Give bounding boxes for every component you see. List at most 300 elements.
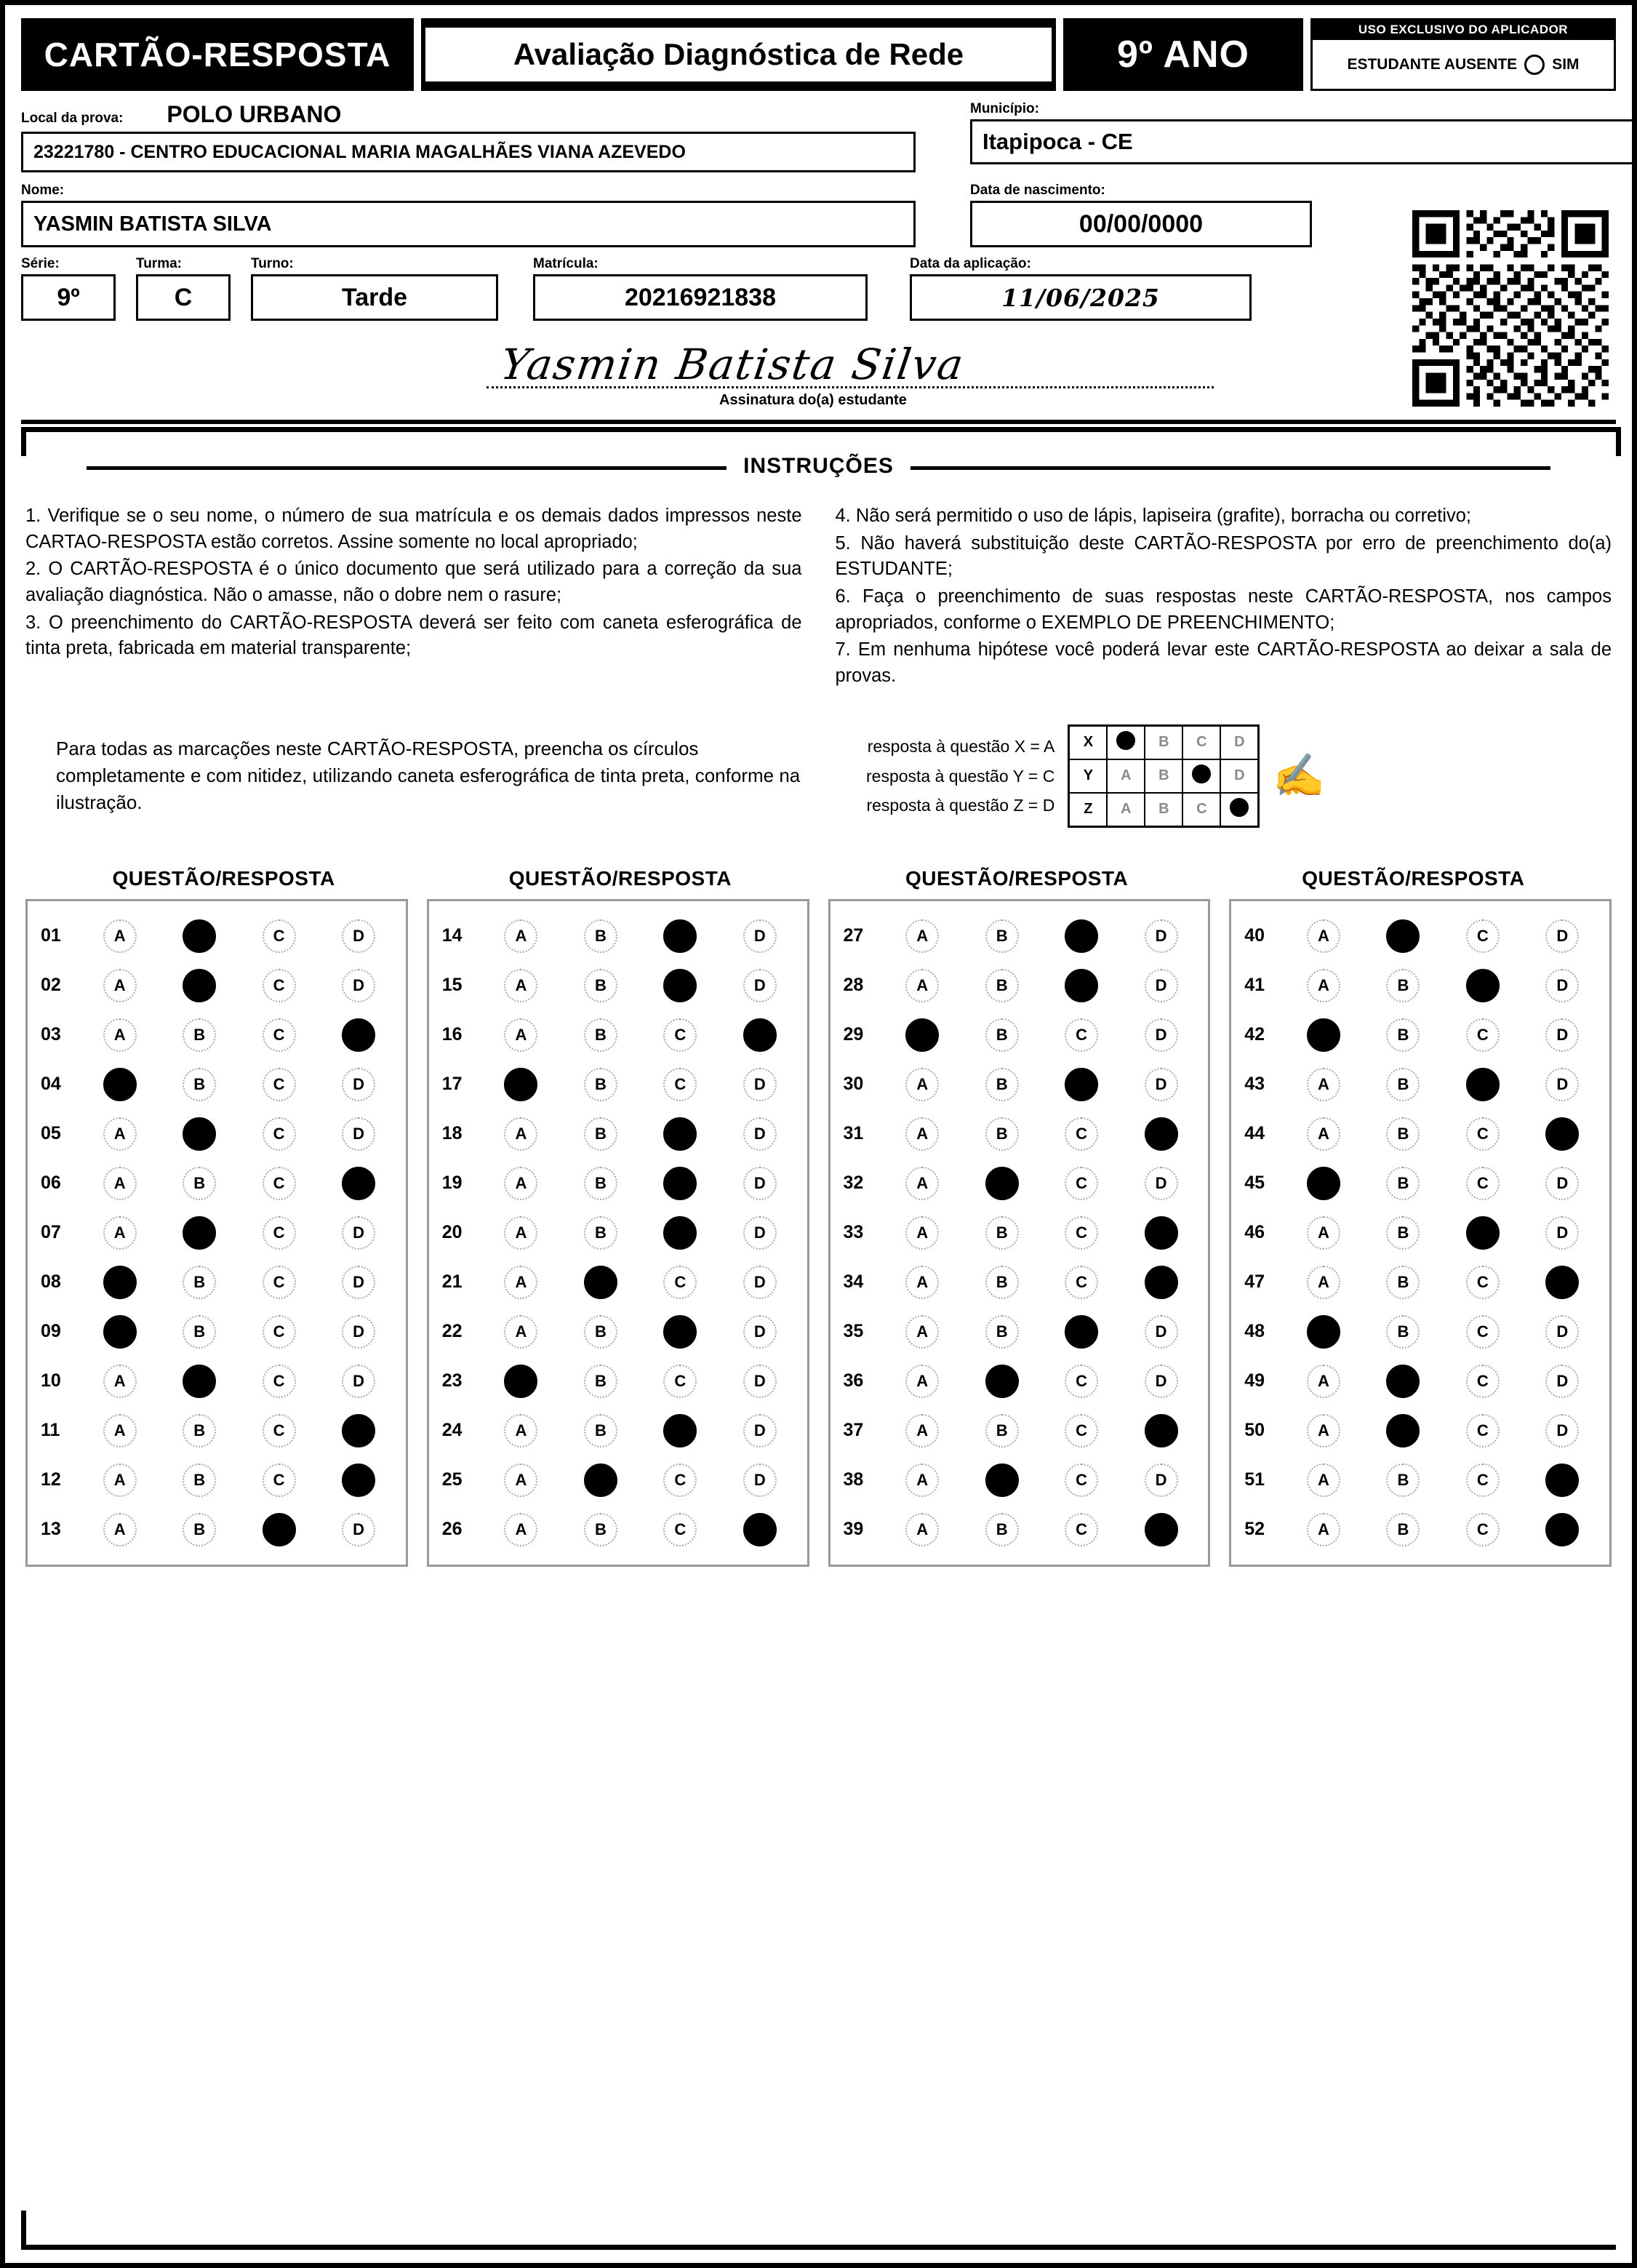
estudante-ausente-bubble[interactable]: [1524, 55, 1545, 75]
answer-bubble-28-D[interactable]: D: [1145, 969, 1178, 1002]
answer-bubble-40-D[interactable]: D: [1545, 919, 1579, 953]
answer-bubble-20-D[interactable]: D: [743, 1216, 777, 1250]
answer-bubble-49-C[interactable]: C: [1466, 1365, 1500, 1398]
bubble-group: [80, 1414, 399, 1448]
question-number: 03: [41, 1024, 61, 1045]
answer-bubble-18-A[interactable]: A: [504, 1117, 537, 1151]
answer-bubble-41-B[interactable]: B: [1386, 969, 1420, 1002]
answer-bubble-49-A[interactable]: A: [1307, 1365, 1340, 1398]
answer-bubble-33-C[interactable]: C: [1065, 1216, 1098, 1250]
answer-bubble-21-D[interactable]: D: [743, 1266, 777, 1299]
answer-bubble-13-D[interactable]: D: [342, 1513, 375, 1546]
answer-bubble-09-C[interactable]: C: [263, 1315, 296, 1349]
answer-bubble-45-B[interactable]: B: [1386, 1167, 1420, 1200]
instructions-rule-right: [910, 466, 1550, 470]
answer-bubble-42-C[interactable]: C: [1466, 1018, 1500, 1052]
turno-column: [251, 256, 498, 321]
answer-bubble-37-B[interactable]: B: [985, 1414, 1019, 1448]
answer-row: [838, 1258, 1201, 1307]
answer-bubble-22-B[interactable]: B: [584, 1315, 617, 1349]
answer-bubble-16-B[interactable]: B: [584, 1018, 617, 1052]
aplicador-row: [1313, 40, 1614, 89]
answer-bubble-39-C[interactable]: C: [1065, 1513, 1098, 1546]
answer-bubble-35-D[interactable]: D: [1145, 1315, 1178, 1349]
question-number: 39: [843, 1519, 864, 1540]
answer-bubble-32-B[interactable]: [985, 1167, 1019, 1200]
answer-bubble-38-D[interactable]: D: [1145, 1464, 1178, 1497]
answer-bubble-05-C[interactable]: C: [263, 1117, 296, 1151]
answer-bubble-28-A[interactable]: A: [905, 969, 939, 1002]
answer-bubble-23-C[interactable]: C: [663, 1365, 697, 1398]
answer-bubble-02-C[interactable]: C: [263, 969, 296, 1002]
example-answer-list: [866, 732, 1054, 820]
example-bubble-cell: A: [1107, 793, 1145, 827]
answer-bubble-46-B[interactable]: B: [1386, 1216, 1420, 1250]
answer-bubble-17-D[interactable]: D: [743, 1068, 777, 1101]
example-grid-row: [1069, 793, 1259, 827]
answer-bubble-04-A[interactable]: [103, 1068, 137, 1101]
bubble-group: [481, 1167, 800, 1200]
instructions-left-column: [25, 503, 802, 691]
answer-bubble-08-A[interactable]: [103, 1266, 137, 1299]
answer-bubble-45-D[interactable]: D: [1545, 1167, 1579, 1200]
answer-row: [436, 1060, 800, 1109]
answer-bubble-08-B[interactable]: B: [183, 1266, 216, 1299]
example-bubble-filled: [1230, 798, 1249, 817]
answer-bubble-02-A[interactable]: A: [103, 969, 137, 1002]
answer-bubble-38-C[interactable]: C: [1065, 1464, 1098, 1497]
bubble-group: [481, 919, 800, 953]
answer-bubble-05-D[interactable]: D: [342, 1117, 375, 1151]
answer-bubble-48-C[interactable]: C: [1466, 1315, 1500, 1349]
answer-bubble-51-D[interactable]: [1545, 1464, 1579, 1497]
answer-bubble-25-B[interactable]: [584, 1464, 617, 1497]
question-number: 38: [843, 1469, 864, 1490]
answer-bubble-10-A[interactable]: A: [103, 1365, 137, 1398]
answer-bubble-23-A[interactable]: [504, 1365, 537, 1398]
answer-bubble-50-C[interactable]: C: [1466, 1414, 1500, 1448]
bubble-group: [883, 1266, 1201, 1299]
answer-bubble-17-B[interactable]: B: [584, 1068, 617, 1101]
question-number: 02: [41, 975, 61, 996]
answer-bubble-06-A[interactable]: A: [103, 1167, 137, 1200]
answer-bubble-15-C[interactable]: [663, 969, 697, 1002]
answer-bubble-43-A[interactable]: A: [1307, 1068, 1340, 1101]
answer-bubble-18-C[interactable]: [663, 1117, 697, 1151]
answer-bubble-02-D[interactable]: D: [342, 969, 375, 1002]
answer-bubble-04-B[interactable]: B: [183, 1068, 216, 1101]
answer-bubble-06-B[interactable]: B: [183, 1167, 216, 1200]
answer-bubble-15-A[interactable]: A: [504, 969, 537, 1002]
answer-bubble-01-C[interactable]: C: [263, 919, 296, 953]
question-number: 18: [441, 1123, 463, 1144]
answer-bubble-26-A[interactable]: A: [504, 1513, 537, 1546]
answer-bubble-50-D[interactable]: D: [1545, 1414, 1579, 1448]
answer-bubble-14-A[interactable]: A: [504, 919, 537, 953]
answer-bubble-24-B[interactable]: B: [584, 1414, 617, 1448]
bubble-group: [80, 1167, 399, 1200]
answer-bubble-04-D[interactable]: D: [342, 1068, 375, 1101]
answer-bubble-04-C[interactable]: C: [263, 1068, 296, 1101]
answer-row: [1238, 1357, 1602, 1406]
answer-row: [35, 1109, 399, 1159]
answer-bubble-38-A[interactable]: A: [905, 1464, 939, 1497]
signature-handwriting: Yasmin Batista Silva: [497, 340, 968, 389]
answer-bubble-20-A[interactable]: A: [504, 1216, 537, 1250]
question-number: 47: [1244, 1271, 1265, 1293]
answer-bubble-19-D[interactable]: D: [743, 1167, 777, 1200]
answer-bubble-39-A[interactable]: A: [905, 1513, 939, 1546]
answer-bubble-43-C[interactable]: [1466, 1068, 1500, 1101]
answer-bubble-22-C[interactable]: [663, 1315, 697, 1349]
identification-block: [21, 101, 1616, 424]
example-row-label: Z: [1069, 793, 1108, 827]
answer-bubble-34-A[interactable]: A: [905, 1266, 939, 1299]
answer-bubble-34-C[interactable]: C: [1065, 1266, 1098, 1299]
answer-bubble-16-A[interactable]: A: [504, 1018, 537, 1052]
answer-bubble-48-B[interactable]: B: [1386, 1315, 1420, 1349]
answer-bubble-03-A[interactable]: A: [103, 1018, 137, 1052]
question-number: 25: [441, 1469, 463, 1490]
answer-bubble-17-A[interactable]: [504, 1068, 537, 1101]
answer-bubble-11-A[interactable]: A: [103, 1414, 137, 1448]
answer-row: [436, 1357, 800, 1406]
answer-bubble-30-A[interactable]: A: [905, 1068, 939, 1101]
answer-bubble-08-D[interactable]: D: [342, 1266, 375, 1299]
answer-bubble-27-D[interactable]: D: [1145, 919, 1178, 953]
answer-bubble-44-A[interactable]: A: [1307, 1117, 1340, 1151]
answer-bubble-09-B[interactable]: B: [183, 1315, 216, 1349]
answer-bubble-03-C[interactable]: C: [263, 1018, 296, 1052]
answer-row: [1238, 1307, 1602, 1357]
answer-bubble-47-D[interactable]: [1545, 1266, 1579, 1299]
question-number: 52: [1244, 1519, 1265, 1540]
answer-bubble-46-C[interactable]: [1466, 1216, 1500, 1250]
instruction-item: 7. Em nenhuma hipótese você poderá levar este CARTÃO-RESPOSTA ao deixar a sala de provas.: [835, 639, 1612, 687]
answer-bubble-30-C[interactable]: [1065, 1068, 1098, 1101]
question-number: 34: [843, 1271, 864, 1293]
answer-bubble-39-B[interactable]: B: [985, 1513, 1019, 1546]
answer-bubble-42-B[interactable]: B: [1386, 1018, 1420, 1052]
bubble-group: [1284, 919, 1602, 953]
answer-bubble-03-D[interactable]: [342, 1018, 375, 1052]
answer-row: [35, 911, 399, 961]
answer-row: [35, 1357, 399, 1406]
cartao-resposta-title: CARTÃO-RESPOSTA: [21, 18, 414, 91]
bubble-group: [481, 1266, 800, 1299]
answer-bubble-05-A[interactable]: A: [103, 1117, 137, 1151]
answer-bubble-12-B[interactable]: B: [183, 1464, 216, 1497]
answer-bubble-36-C[interactable]: C: [1065, 1365, 1098, 1398]
answer-bubble-27-B[interactable]: B: [985, 919, 1019, 953]
answer-bubble-07-A[interactable]: A: [103, 1216, 137, 1250]
answer-bubble-28-B[interactable]: B: [985, 969, 1019, 1002]
answer-bubble-10-D[interactable]: D: [342, 1365, 375, 1398]
answer-bubble-07-B[interactable]: [183, 1216, 216, 1250]
answer-bubble-22-A[interactable]: A: [504, 1315, 537, 1349]
answer-bubble-33-B[interactable]: B: [985, 1216, 1019, 1250]
answer-bubble-27-A[interactable]: A: [905, 919, 939, 953]
answer-bubble-19-B[interactable]: B: [584, 1167, 617, 1200]
answer-bubble-19-C[interactable]: [663, 1167, 697, 1200]
nascimento-label: Data de nascimento:: [970, 183, 1105, 198]
estudante-ausente-label: ESTUDANTE AUSENTE: [1347, 55, 1518, 73]
answer-bubble-14-B[interactable]: B: [584, 919, 617, 953]
answer-bubble-51-C[interactable]: C: [1466, 1464, 1500, 1497]
answer-bubble-19-A[interactable]: A: [504, 1167, 537, 1200]
answer-bubble-45-A[interactable]: [1307, 1167, 1340, 1200]
answer-header-1: QUESTÃO/RESPOSTA: [112, 866, 335, 890]
answer-bubble-01-B[interactable]: [183, 919, 216, 953]
answer-bubble-46-D[interactable]: D: [1545, 1216, 1579, 1250]
question-number: 06: [41, 1173, 61, 1194]
answer-bubble-14-D[interactable]: D: [743, 919, 777, 953]
answer-bubble-29-C[interactable]: C: [1065, 1018, 1098, 1052]
answer-row: [35, 961, 399, 1010]
answer-header-4: QUESTÃO/RESPOSTA: [1302, 866, 1525, 890]
answer-bubble-06-D[interactable]: [342, 1167, 375, 1200]
bubble-group: [883, 1167, 1201, 1200]
answer-bubble-05-B[interactable]: [183, 1117, 216, 1151]
answer-bubble-21-C[interactable]: C: [663, 1266, 697, 1299]
bubble-group: [80, 1513, 399, 1546]
data-aplicacao-field: 11/06/2025: [910, 274, 1252, 321]
answer-bubble-26-D[interactable]: [743, 1513, 777, 1546]
local-value: POLO URBANO: [167, 101, 342, 127]
answer-bubble-11-C[interactable]: C: [263, 1414, 296, 1448]
answer-bubble-12-A[interactable]: A: [103, 1464, 137, 1497]
answer-bubble-09-D[interactable]: D: [342, 1315, 375, 1349]
answer-bubble-47-A[interactable]: A: [1307, 1266, 1340, 1299]
answer-bubble-52-A[interactable]: A: [1307, 1513, 1340, 1546]
answer-bubble-29-D[interactable]: D: [1145, 1018, 1178, 1052]
answer-row: [35, 1505, 399, 1554]
answer-bubble-25-D[interactable]: D: [743, 1464, 777, 1497]
answer-header-3: QUESTÃO/RESPOSTA: [905, 866, 1129, 890]
example-bubble-cell: B: [1145, 759, 1182, 793]
answer-bubble-44-D[interactable]: [1545, 1117, 1579, 1151]
answer-bubble-46-A[interactable]: A: [1307, 1216, 1340, 1250]
bubble-group: [481, 1068, 800, 1101]
answer-bubble-29-A[interactable]: [905, 1018, 939, 1052]
answer-bubble-03-B[interactable]: B: [183, 1018, 216, 1052]
answer-bubble-25-C[interactable]: C: [663, 1464, 697, 1497]
answer-bubble-32-A[interactable]: A: [905, 1167, 939, 1200]
answer-bubble-49-B[interactable]: [1386, 1365, 1420, 1398]
answer-bubble-35-B[interactable]: B: [985, 1315, 1019, 1349]
answer-bubble-45-C[interactable]: C: [1466, 1167, 1500, 1200]
answer-bubble-52-B[interactable]: B: [1386, 1513, 1420, 1546]
question-number: 14: [441, 925, 463, 946]
answer-bubble-40-A[interactable]: A: [1307, 919, 1340, 953]
answer-bubble-37-A[interactable]: A: [905, 1414, 939, 1448]
answer-bubble-20-C[interactable]: [663, 1216, 697, 1250]
answer-bubble-21-B[interactable]: [584, 1266, 617, 1299]
answer-bubble-24-C[interactable]: [663, 1414, 697, 1448]
answer-bubble-34-D[interactable]: [1145, 1266, 1178, 1299]
answer-bubble-52-C[interactable]: C: [1466, 1513, 1500, 1546]
instruction-item: 4. Não será permitido o uso de lápis, lapiseira (grafite), borracha ou corretivo;: [835, 506, 1472, 526]
answer-row: [35, 1060, 399, 1109]
bubble-group: [1284, 1068, 1602, 1101]
answer-bubble-47-B[interactable]: B: [1386, 1266, 1420, 1299]
fill-example-text: Para todas as marcações neste CARTÃO-RESPOSTA, preencha os círculos completamente e com nitidez, utilizando caneta esferográfica de tinta preta, conforme na ilustração.: [56, 738, 801, 814]
answer-bubble-16-C[interactable]: C: [663, 1018, 697, 1052]
answer-bubble-36-B[interactable]: [985, 1365, 1019, 1398]
answer-row: [436, 1159, 800, 1208]
answer-bubble-20-B[interactable]: B: [584, 1216, 617, 1250]
answer-bubble-22-D[interactable]: D: [743, 1315, 777, 1349]
answer-bubble-44-C[interactable]: C: [1466, 1117, 1500, 1151]
answer-bubble-42-D[interactable]: D: [1545, 1018, 1579, 1052]
answer-bubble-41-A[interactable]: A: [1307, 969, 1340, 1002]
answer-bubble-41-D[interactable]: D: [1545, 969, 1579, 1002]
answer-bubble-06-C[interactable]: C: [263, 1167, 296, 1200]
answer-row: [838, 1456, 1201, 1505]
answer-bubble-29-B[interactable]: B: [985, 1018, 1019, 1052]
answer-bubble-09-A[interactable]: [103, 1315, 137, 1349]
answer-bubble-50-B[interactable]: [1386, 1414, 1420, 1448]
answer-bubble-32-C[interactable]: C: [1065, 1167, 1098, 1200]
answer-bubble-31-B[interactable]: B: [985, 1117, 1019, 1151]
answer-bubble-14-C[interactable]: [663, 919, 697, 953]
answer-bubble-10-B[interactable]: [183, 1365, 216, 1398]
question-number: 05: [41, 1123, 61, 1144]
answer-bubble-43-D[interactable]: D: [1545, 1068, 1579, 1101]
answer-bubble-35-A[interactable]: A: [905, 1315, 939, 1349]
instructions-rule-left: [87, 466, 727, 470]
instruction-item: 1. Verifique se o seu nome, o número de sua matrícula e os demais dados impressos neste CARTAO-RESPOSTA estão corretos. Assine somente no local apropriado;: [25, 506, 802, 552]
answer-bubble-52-D[interactable]: [1545, 1513, 1579, 1546]
bubble-group: [1284, 1513, 1602, 1546]
answer-bubble-42-A[interactable]: [1307, 1018, 1340, 1052]
answer-bubble-32-D[interactable]: D: [1145, 1167, 1178, 1200]
answer-bubble-23-D[interactable]: D: [743, 1365, 777, 1398]
nome-label: Nome:: [21, 183, 65, 198]
answer-bubble-33-A[interactable]: A: [905, 1216, 939, 1250]
bubble-group: [481, 1414, 800, 1448]
answer-bubble-36-A[interactable]: A: [905, 1365, 939, 1398]
exam-title: Avaliação Diagnóstica de Rede: [425, 28, 1052, 81]
answer-bubble-15-B[interactable]: B: [584, 969, 617, 1002]
bottom-rule: [21, 2245, 1616, 2250]
answer-row: [35, 1208, 399, 1258]
answer-bubble-38-B[interactable]: [985, 1464, 1019, 1497]
answer-bubble-47-C[interactable]: C: [1466, 1266, 1500, 1299]
answer-bubble-01-A[interactable]: A: [103, 919, 137, 953]
answer-bubble-33-D[interactable]: [1145, 1216, 1178, 1250]
matricula-column: [533, 256, 868, 321]
answer-bubble-50-A[interactable]: A: [1307, 1414, 1340, 1448]
answer-bubble-25-A[interactable]: A: [504, 1464, 537, 1497]
answer-bubble-07-C[interactable]: C: [263, 1216, 296, 1250]
answer-bubble-02-B[interactable]: [183, 969, 216, 1002]
example-bubble-cell: D: [1220, 725, 1259, 759]
answer-bubble-15-D[interactable]: D: [743, 969, 777, 1002]
answer-bubble-44-B[interactable]: B: [1386, 1117, 1420, 1151]
answer-row: [838, 1208, 1201, 1258]
answer-bubble-11-D[interactable]: [342, 1414, 375, 1448]
matricula-label: Matrícula:: [533, 256, 599, 271]
example-bubble-cell: D: [1220, 759, 1259, 793]
answer-row: [35, 1406, 399, 1456]
answer-bubble-51-A[interactable]: A: [1307, 1464, 1340, 1497]
answer-bubble-43-B[interactable]: B: [1386, 1068, 1420, 1101]
answer-bubble-23-B[interactable]: B: [584, 1365, 617, 1398]
answer-bubble-16-D[interactable]: [743, 1018, 777, 1052]
answer-bubble-18-D[interactable]: D: [743, 1117, 777, 1151]
answer-bubble-12-C[interactable]: C: [263, 1464, 296, 1497]
answer-bubble-30-B[interactable]: B: [985, 1068, 1019, 1101]
answer-bubble-12-D[interactable]: [342, 1464, 375, 1497]
answer-bubble-51-B[interactable]: B: [1386, 1464, 1420, 1497]
answer-bubble-24-D[interactable]: D: [743, 1414, 777, 1448]
answer-bubble-07-D[interactable]: D: [342, 1216, 375, 1250]
answer-bubble-34-B[interactable]: B: [985, 1266, 1019, 1299]
question-number: 28: [843, 975, 864, 996]
answer-bubble-49-D[interactable]: D: [1545, 1365, 1579, 1398]
school-column: [21, 101, 948, 172]
example-bubble-cell: A: [1107, 759, 1145, 793]
nome-column: [21, 183, 948, 247]
answer-column-1: [25, 899, 408, 1567]
answer-bubble-24-A[interactable]: A: [504, 1414, 537, 1448]
answer-bubble-13-C[interactable]: [263, 1513, 296, 1546]
bubble-group: [80, 1068, 399, 1101]
answer-bubble-13-A[interactable]: A: [103, 1513, 137, 1546]
example-bubble-grid: [1068, 724, 1260, 828]
turno-field: Tarde: [251, 274, 498, 321]
answer-bubble-48-A[interactable]: [1307, 1315, 1340, 1349]
answer-bubble-31-C[interactable]: C: [1065, 1117, 1098, 1151]
instruction-item: 3. O preenchimento do CARTÃO-RESPOSTA deverá ser feito com caneta esferográfica de tinta preta, fabricada em material transparente;: [25, 612, 802, 659]
answer-bubble-01-D[interactable]: D: [342, 919, 375, 953]
bubble-group: [481, 969, 800, 1002]
question-number: 26: [441, 1519, 463, 1540]
answer-bubble-18-B[interactable]: B: [584, 1117, 617, 1151]
answer-bubble-31-A[interactable]: A: [905, 1117, 939, 1151]
answer-bubble-11-B[interactable]: B: [183, 1414, 216, 1448]
answer-bubble-35-C[interactable]: [1065, 1315, 1098, 1349]
question-number: 13: [41, 1519, 61, 1540]
answer-bubble-17-C[interactable]: C: [663, 1068, 697, 1101]
answer-bubble-40-C[interactable]: C: [1466, 919, 1500, 953]
answer-bubble-26-B[interactable]: B: [584, 1513, 617, 1546]
answer-bubble-48-D[interactable]: D: [1545, 1315, 1579, 1349]
hand-pen-icon: ✍: [1273, 751, 1326, 799]
answer-bubble-37-C[interactable]: C: [1065, 1414, 1098, 1448]
answer-bubble-31-D[interactable]: [1145, 1117, 1178, 1151]
answer-bubble-10-C[interactable]: C: [263, 1365, 296, 1398]
answer-row: [1238, 1456, 1602, 1505]
answer-bubble-13-B[interactable]: B: [183, 1513, 216, 1546]
answer-bubble-41-C[interactable]: [1466, 969, 1500, 1002]
answer-bubble-26-C[interactable]: C: [663, 1513, 697, 1546]
answer-bubble-27-C[interactable]: [1065, 919, 1098, 953]
bubble-group: [80, 1117, 399, 1151]
answer-bubble-28-C[interactable]: [1065, 969, 1098, 1002]
answer-bubble-40-B[interactable]: [1386, 919, 1420, 953]
nascimento-column: [970, 183, 1377, 247]
question-number: 30: [843, 1074, 864, 1095]
answer-bubble-39-D[interactable]: [1145, 1513, 1178, 1546]
answer-bubble-21-A[interactable]: A: [504, 1266, 537, 1299]
answer-bubble-36-D[interactable]: D: [1145, 1365, 1178, 1398]
answer-row: [436, 1307, 800, 1357]
answer-bubble-08-C[interactable]: C: [263, 1266, 296, 1299]
answer-bubble-37-D[interactable]: [1145, 1414, 1178, 1448]
answer-bubble-30-D[interactable]: D: [1145, 1068, 1178, 1101]
